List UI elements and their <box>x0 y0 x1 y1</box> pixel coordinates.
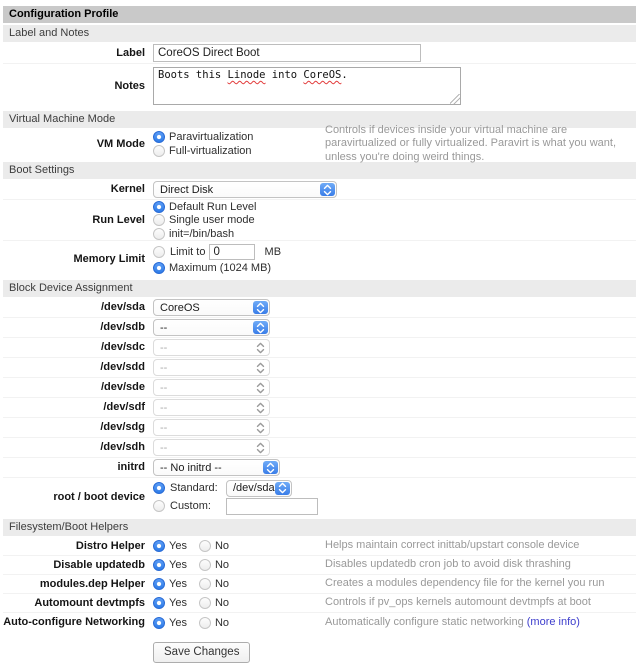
kernel-row <box>3 180 636 200</box>
automount-devtmpfs-yes-radio[interactable] <box>153 597 165 609</box>
custom-root-input[interactable] <box>226 498 318 515</box>
distro-helper-yes-radio[interactable] <box>153 540 165 552</box>
disable-updatedb-no-radio[interactable] <box>199 559 211 571</box>
section-boot-settings: Boot Settings <box>3 162 636 179</box>
distro-helper-label: Distro Helper <box>75 539 145 552</box>
standard-root-radio-label: Standard: <box>170 482 218 494</box>
device-sdh-label: /dev/sdh <box>100 441 145 453</box>
standard-root-radio[interactable] <box>153 482 165 494</box>
vm-mode-help-text: Controls if devices inside your virtual machine are paravirtualized or fully virtualized. Paravirt is what you want, unless you're doing weird things. <box>325 123 617 163</box>
standard-root-select[interactable]: /dev/sda <box>226 480 292 497</box>
device-sdb-label: /dev/sdb <box>100 321 145 333</box>
maximum-memory-radio[interactable] <box>153 262 165 274</box>
device-sdg-select: -- <box>153 419 270 436</box>
auto-configure-networking-no-radio[interactable] <box>199 617 211 629</box>
resize-grip-icon[interactable] <box>450 94 460 104</box>
device-sdh-select: -- <box>153 439 270 456</box>
notes-row <box>3 64 636 108</box>
select-arrows-icon <box>253 401 268 414</box>
select-arrows-icon <box>253 381 268 394</box>
automount-devtmpfs-no-radio[interactable] <box>199 597 211 609</box>
section-label-and-notes: Label and Notes <box>3 25 636 42</box>
save-changes-button[interactable]: Save Changes <box>153 642 250 663</box>
run-level-row <box>3 200 636 241</box>
label-field-label: Label <box>116 46 145 59</box>
automount-devtmpfs-help-text: Controls if pv_ops kernels automount devtmpfs at boot <box>325 596 591 609</box>
device-row-sdb <box>3 318 636 338</box>
device-sdf-select: -- <box>153 399 270 416</box>
select-arrows-icon <box>253 341 268 354</box>
footer <box>3 633 636 663</box>
automount-devtmpfs-row: Automount devtmpfs Yes No Controls if pv_ops kernels automount devtmpfs at boot <box>3 594 636 613</box>
device-sda-label: /dev/sda <box>100 301 145 313</box>
initrd-row <box>3 458 636 478</box>
maximum-memory-radio-label: Maximum (1024 MB) <box>169 262 272 274</box>
more-info-link[interactable]: (more info) <box>526 615 580 628</box>
kernel-label: Kernel <box>110 183 145 195</box>
notes-text: into <box>265 69 304 81</box>
modules-dep-no-radio[interactable] <box>199 578 211 590</box>
limit-to-radio[interactable] <box>153 246 165 258</box>
select-arrows-icon <box>253 301 268 314</box>
device-sdd-select: -- <box>153 359 270 376</box>
device-sde-label: /dev/sde <box>100 381 145 393</box>
initrd-label: initrd <box>117 461 145 473</box>
device-row-sdd <box>3 358 636 378</box>
page-title: Configuration Profile <box>3 6 636 23</box>
distro-helper-no-radio[interactable] <box>199 540 211 552</box>
section-block-device-assignment: Block Device Assignment <box>3 280 636 297</box>
device-sdb-select[interactable]: -- <box>153 319 270 336</box>
modules-dep-helper-label: modules.dep Helper <box>39 577 145 590</box>
custom-root-radio-label: Custom: <box>170 500 211 512</box>
device-sdf-label: /dev/sdf <box>103 401 145 413</box>
section-filesystem-boot-helpers: Filesystem/Boot Helpers <box>3 519 636 536</box>
device-row-sdf <box>3 398 636 418</box>
default-run-level-radio-label: Default Run Level <box>169 200 257 213</box>
kernel-select-value: Direct Disk <box>160 183 214 196</box>
device-sdd-label: /dev/sdd <box>100 361 145 373</box>
full-virtualization-radio[interactable] <box>153 145 165 157</box>
limit-to-radio-label: Limit to <box>170 246 206 259</box>
section-virtual-machine-mode: Virtual Machine Mode <box>3 111 636 128</box>
initrd-select[interactable]: -- No initrd -- <box>153 459 280 476</box>
default-run-level-radio[interactable] <box>153 201 165 213</box>
notes-field-label: Notes <box>114 79 145 92</box>
distro-helper-row: Distro Helper Yes No Helps maintain correct inittab/upstart console device <box>3 537 636 556</box>
paravirtualization-radio-label: Paravirtualization <box>169 131 254 144</box>
kernel-select[interactable] <box>153 181 337 198</box>
memory-limit-label: Memory Limit <box>73 252 145 265</box>
select-arrows-icon <box>263 461 278 474</box>
modules-dep-helper-row: modules.dep Helper Yes No Creates a modules dependency file for the kernel you run <box>3 575 636 594</box>
auto-configure-networking-label: Auto-configure Networking <box>3 616 145 628</box>
select-arrows-icon <box>253 441 268 454</box>
auto-configure-networking-row: Auto-configure Networking Yes No Automatically configure static networking (more info) <box>3 613 636 632</box>
paravirtualization-radio[interactable] <box>153 131 165 143</box>
single-user-mode-radio-label: Single user mode <box>169 214 255 226</box>
single-user-mode-radio[interactable] <box>153 214 165 226</box>
device-sdc-label: /dev/sdc <box>100 341 145 353</box>
device-row-sdh <box>3 438 636 458</box>
disable-updatedb-yes-radio[interactable] <box>153 559 165 571</box>
init-bin-bash-radio-label: init=/bin/bash <box>169 227 235 240</box>
select-arrows-icon <box>253 321 268 334</box>
device-row-sdg <box>3 418 636 438</box>
select-arrows-icon <box>275 482 290 495</box>
device-row-sde <box>3 378 636 398</box>
custom-root-radio[interactable] <box>153 500 165 512</box>
auto-configure-networking-yes-radio[interactable] <box>153 617 165 629</box>
vm-mode-label: VM Mode <box>96 137 145 150</box>
auto-configure-networking-help-text: Automatically configure static networking (more info) <box>325 615 580 628</box>
notes-text: Boots this <box>158 69 228 81</box>
select-arrows-icon <box>320 183 335 196</box>
memory-limit-unit: MB <box>264 246 282 259</box>
device-sdg-label: /dev/sdg <box>100 421 145 433</box>
label-input[interactable] <box>153 44 421 62</box>
device-sde-select: -- <box>153 379 270 396</box>
label-row <box>3 43 636 64</box>
run-level-label: Run Level <box>92 213 145 226</box>
select-arrows-icon <box>253 421 268 434</box>
disable-updatedb-label: Disable updatedb <box>53 558 145 571</box>
device-sda-select[interactable]: CoreOS <box>153 299 270 316</box>
device-sdc-select: -- <box>153 339 270 356</box>
notes-text-misspelled: CoreOS <box>303 69 342 81</box>
select-arrows-icon <box>253 361 268 374</box>
device-row-sda <box>3 298 636 318</box>
modules-dep-yes-radio[interactable] <box>153 578 165 590</box>
device-row-sdc <box>3 338 636 358</box>
notes-text-misspelled: Linode <box>227 69 266 81</box>
vm-mode-row <box>3 123 636 163</box>
notes-textarea[interactable] <box>153 67 461 105</box>
distro-helper-help-text: Helps maintain correct inittab/upstart console device <box>325 539 580 552</box>
disable-updatedb-help-text: Disables updatedb cron job to avoid disk thrashing <box>325 558 571 571</box>
modules-dep-help-text: Creates a modules dependency file for the kernel you run <box>325 577 605 590</box>
memory-limit-row <box>3 241 636 277</box>
full-virtualization-radio-label: Full-virtualization <box>169 144 252 157</box>
root-boot-device-label: root / boot device <box>53 490 145 503</box>
memory-limit-input[interactable] <box>209 244 255 260</box>
notes-text: . <box>341 69 348 81</box>
root-boot-device-row <box>3 478 636 516</box>
automount-devtmpfs-label: Automount devtmpfs <box>34 596 145 609</box>
disable-updatedb-row: Disable updatedb Yes No Disables updatedb cron job to avoid disk thrashing <box>3 556 636 575</box>
init-bin-bash-radio[interactable] <box>153 228 165 240</box>
